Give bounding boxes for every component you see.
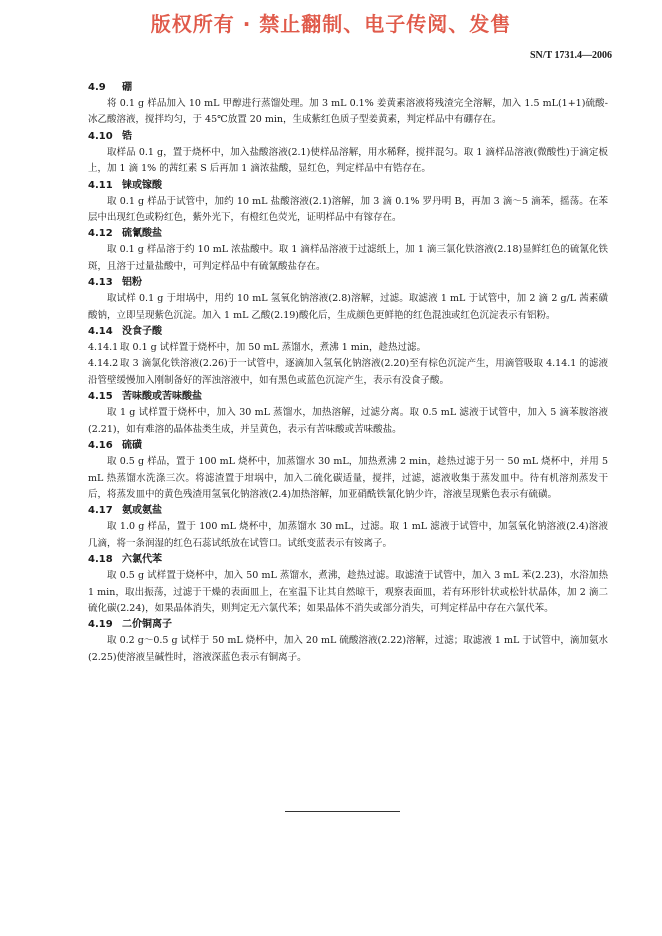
section-body-4-12: 取 0.1 g 样品溶于约 10 mL 浓盐酸中。取 1 滴样品溶液于过滤纸上，加 1 滴三氯化铁溶液(2.18)显鲜红色的硫氰化铁斑，且溶于过量盐酸中，可判定样品中有硫氰酸盐存在。: [88, 244, 608, 272]
section-body-4-13: 取试样 0.1 g 于坩埚中，用约 10 mL 氢氧化钠溶液(2.8)溶解，过滤。取滤液 1 mL 于试管中，加 2 滴 2 g/L 茜素磺酸钠，立即呈现紫色沉淀。加入 1 mL 乙酸(2.19)酸化后，生成颜色更鲜艳的红色混浊或红色沉淀表示有铝粉。: [88, 293, 608, 321]
section-body-4-18: 取 0.5 g 试样置于烧杯中，加入 50 mL 蒸馏水，煮沸，趁热过滤。取滤渣于试管中，加入 3 mL 苯(2.23)，水浴加热 1 min，取出振荡，过滤于干燥的表面皿上，在室温下让其自然晾干，观察表面皿，若有环形针状或松针状晶体，加 2 滴二硫化碳(2.24)，如果晶体消失，则判定无六氯代苯；如果晶体不消失或部分消失，可判定样品中存在六氯代苯。: [88, 570, 608, 614]
section-heading-4-9: 4.9 硼: [88, 82, 132, 93]
section-heading-4-15: 4.15 苦味酸或苦味酸盐: [88, 391, 202, 403]
section-heading-4-16: 4.16 硫磺: [88, 440, 142, 452]
section-body-4-9: 将 0.1 g 样品加入 10 mL 甲醇进行蒸馏处理。加 3 mL 0.1% 姜黄素溶液将残渣完全溶解，加入 1.5 mL(1+1)硫酸-冰乙酸溶液，搅拌均匀，于 45℃放置 20 min，生成紫红色质子型姜黄素，判定样品中有硼存在。: [88, 98, 608, 126]
end-rule: [285, 811, 400, 812]
document-body: [88, 80, 608, 666]
section-body-4-10: 取样品 0.1 g，置于烧杯中，加入盐酸溶液(2.1)使样品溶解，用水稀释，搅拌混匀。取 1 滴样品溶液(微酸性)于滴定板上，加 1 滴 1% 的茜红素 S 后再加 1 滴浓盐酸，显红色，判定样品中有锆存在。: [88, 146, 608, 175]
section-body-4-15: 取 1 g 试样置于烧杯中，加入 30 mL 蒸馏水，加热溶解，过滤分离。取 0.5 mL 滤液于试管中，加入 5 滴苯胺溶液(2.21)，如有难溶的晶体盐类生成，并呈黄色，表示有苦味酸或苦味酸盐。: [88, 407, 609, 435]
document-code: SN/T 1731.4—2006: [529, 50, 612, 61]
copyright-watermark: 版权所有 · 禁止翻制、电子传阅、发售: [150, 12, 512, 36]
section-body-4-17: 取 1.0 g 样品，置于 100 mL 烧杯中，加蒸馏水 30 mL，过滤。取 1 mL 滤液于试管中，加氢氧化钠溶液(2.4)溶液几滴，将一条润湿的红色石蕊试纸放在试管口。试纸变蓝表示有铵离子。: [88, 521, 608, 549]
subsection-4-14-2: 4.14.2 取 3 滴氯化铁溶液(2.26)于一试管中，逐滴加入氢氧化钠溶液(2.20)至有棕色沉淀产生，用滴管吸取 4.14.1 的滤液沿管壁缓慢加入刚制备好的浑浊溶液中，如有黑色或蓝色沉淀产生，表示有没食子酸。: [88, 358, 608, 386]
section-body-4-11: 取 0.1 g 样品于试管中，加约 10 mL 盐酸溶液(2.1)溶解，加 3 滴 0.1% 罗丹明 B，再加 3 滴～5 滴苯，摇荡。在苯层中出现红色或粉红色，紫外光下，有橙红色荧光，证明样品中有镓存在。: [88, 195, 608, 224]
section-heading-4-19: 4.19 二价铜离子: [88, 619, 172, 631]
section-heading-4-11: 4.11 铼或镓酸: [88, 179, 162, 191]
section-body-4-16: 取 0.5 g 样品，置于 100 mL 烧杯中，加蒸馏水 30 mL，加热煮沸 2 min，趁热过滤于另一 50 mL 烧杯中，并用 5 mL 热蒸馏水洗涤三次。将滤渣置于坩埚中，加入二硫化碳适量，搅拌，过滤，滤液收集于蒸发皿中。待有机溶剂蒸发干后，将蒸发皿中的黄色残渣用氢氧化钠溶液(2.4)加热溶解，加亚硝酰铁氰化钠少许，溶液呈现紫色表示有硫磺。: [88, 456, 608, 500]
section-heading-4-12: 4.12 硫氰酸盐: [88, 228, 162, 240]
subsection-4-14-1: 4.14.1 取 0.1 g 试样置于烧杯中，加 50 mL 蒸馏水，煮沸 1 min，趁热过滤。: [88, 342, 426, 354]
section-heading-4-18: 4.18 六氯代苯: [88, 554, 162, 566]
section-body-4-19: 取 0.2 g～0.5 g 试样于 50 mL 烧杯中，加入 20 mL 硫酸溶液(2.22)溶解，过滤；取滤液 1 mL 于试管中，滴加氨水(2.25)使溶液呈碱性时，溶液深蓝色表示有铜离子。: [88, 635, 608, 663]
section-heading-4-10: 4.10 锆: [88, 130, 132, 142]
section-heading-4-17: 4.17 氨或氨盐: [88, 505, 162, 517]
section-heading-4-13: 4.13 铝粉: [88, 277, 142, 289]
section-heading-4-14: 4.14 没食子酸: [88, 326, 162, 338]
